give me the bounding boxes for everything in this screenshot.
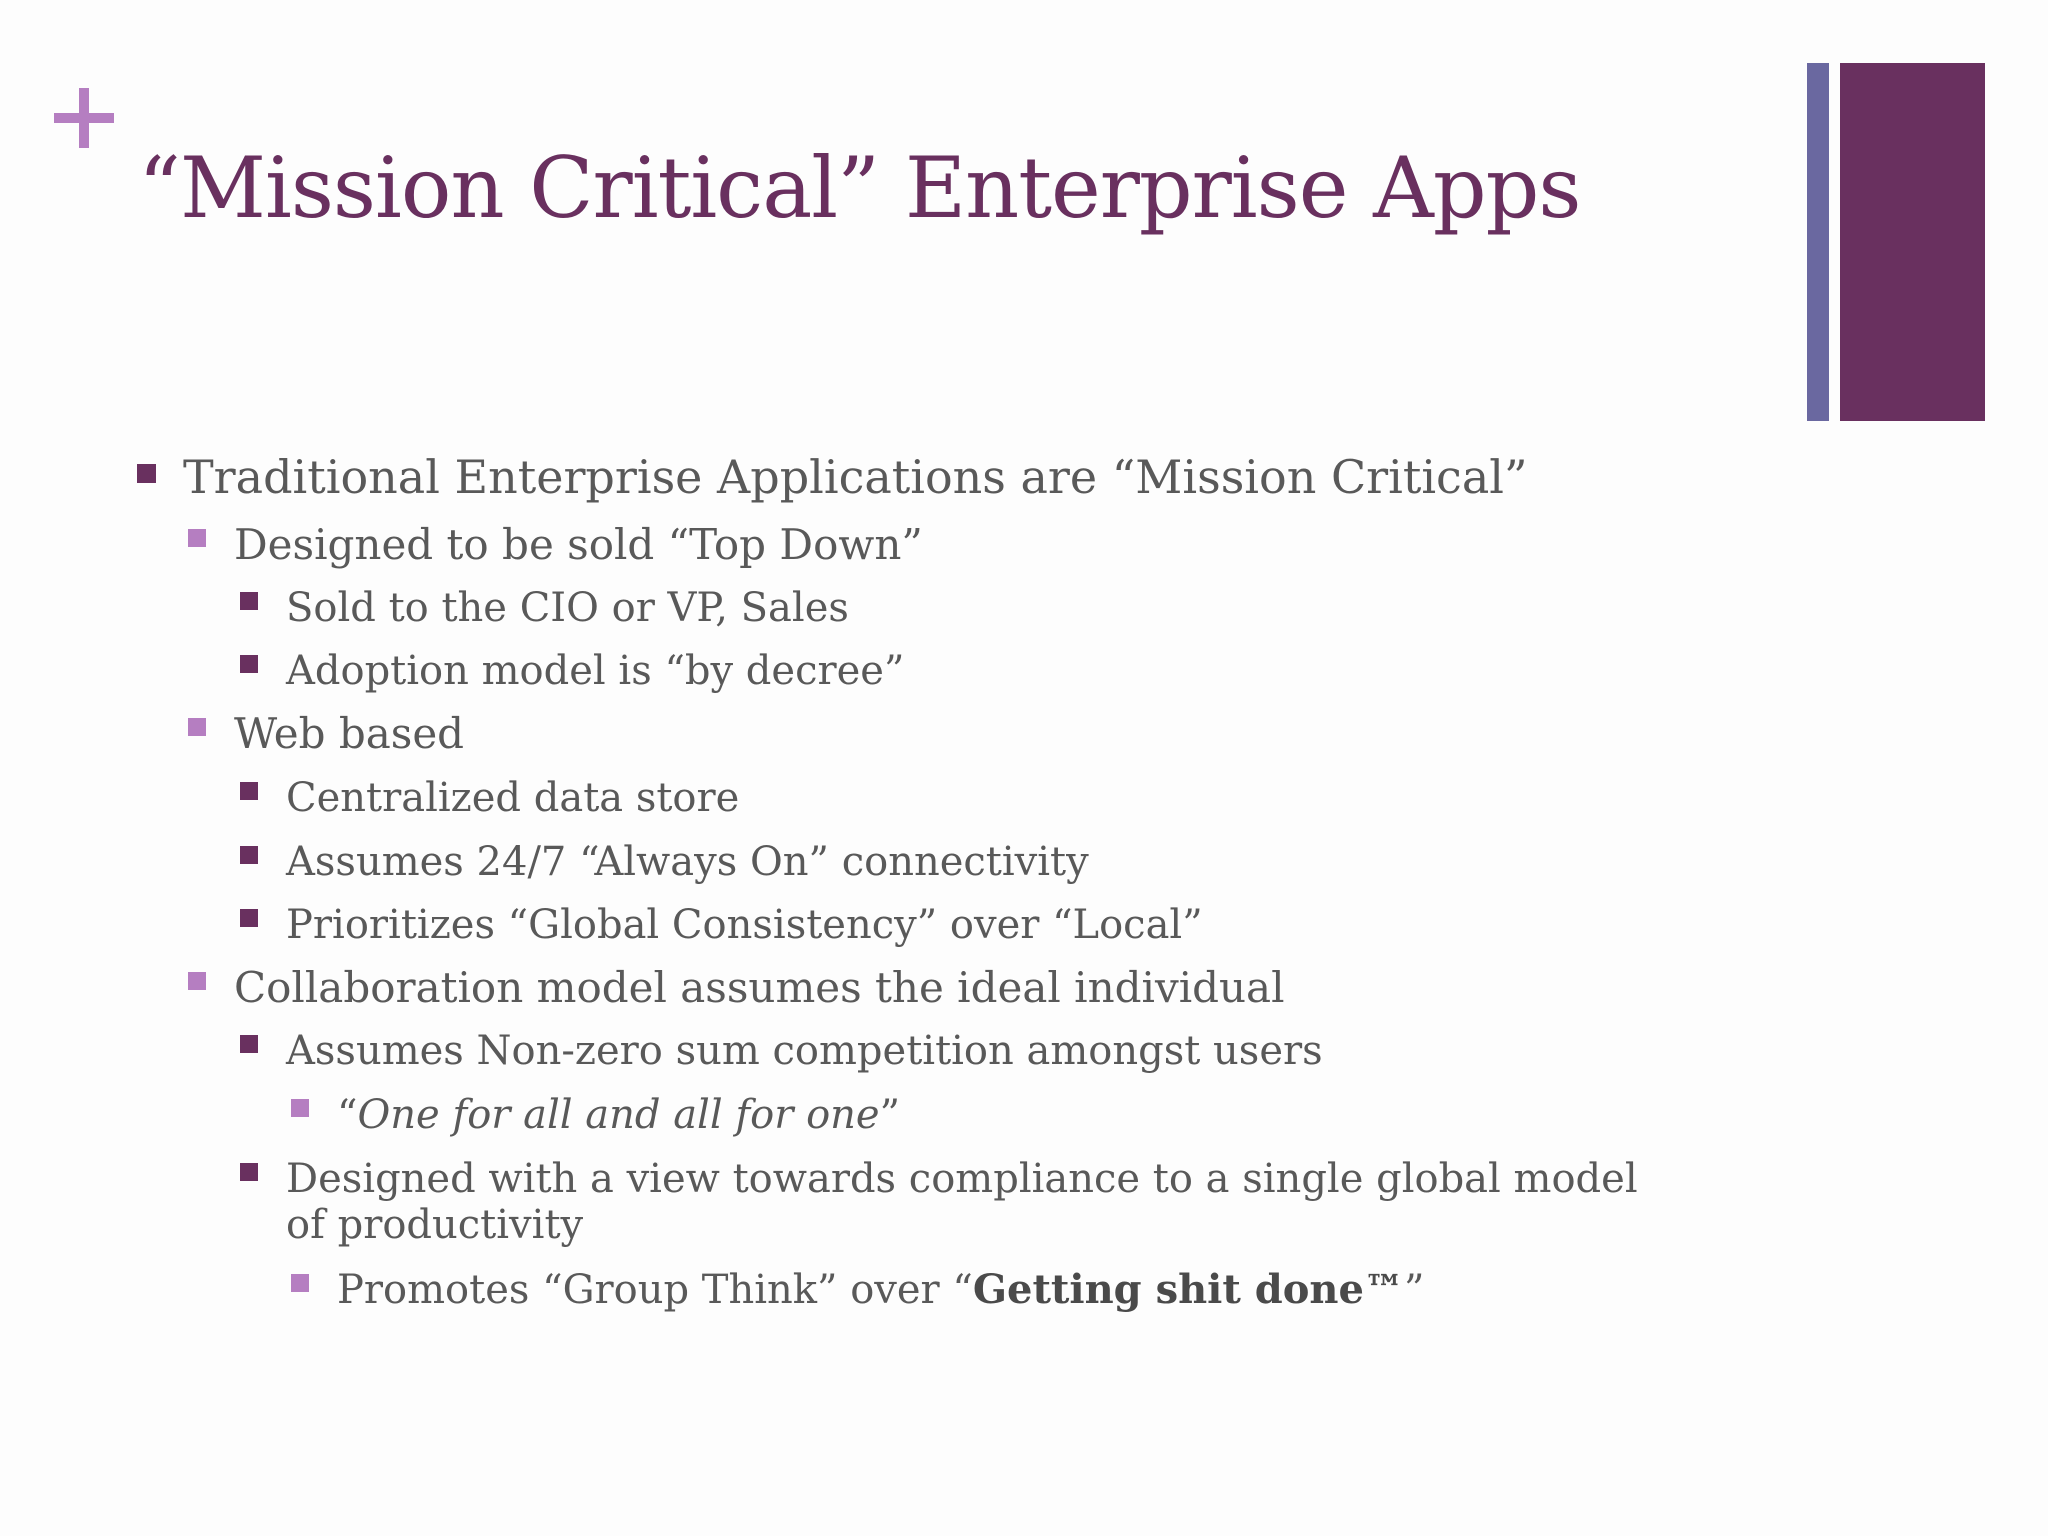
bullet-text: Prioritizes “Global Consistency” over “Local”: [286, 902, 1203, 948]
bullet-text: [337, 1084, 900, 1146]
accent-bar-thin: [1807, 63, 1829, 421]
bullet-text-continued: of productivity: [286, 1202, 584, 1248]
bullet-square-light: [291, 1099, 309, 1117]
bullet-text: Centralized data store: [286, 775, 740, 821]
bullet-text-bold: Getting shit done™: [972, 1266, 1404, 1313]
bullet-square-dark: [240, 1163, 258, 1181]
slide-title: “Mission Critical” Enterprise Apps: [138, 139, 1581, 237]
bullet-text: Sold to the CIO or VP, Sales: [286, 585, 849, 631]
bullet-text: Traditional Enterprise Applications are “Mission Critical”: [183, 450, 1528, 504]
bullet-square-dark: [240, 592, 258, 610]
bullet-text: Web based: [234, 709, 465, 758]
bullet-text-italic: One for all and all for one: [357, 1092, 880, 1138]
bullet-square-dark: [240, 782, 258, 800]
plus-icon-vertical: [79, 88, 89, 148]
bullet-square-dark: [137, 464, 156, 483]
bullet-text: Adoption model is “by decree”: [286, 648, 905, 694]
bullet-text-prefix: Promotes “Group Think” over “: [337, 1267, 973, 1313]
bullet-text-suffix: ”: [1403, 1267, 1425, 1313]
bullet-square-dark: [240, 1035, 258, 1053]
plus-icon: [54, 88, 114, 148]
bullet-text: Assumes 24/7 “Always On” connectivity: [286, 839, 1089, 885]
bullet-square-light: [291, 1274, 309, 1292]
bullet-square-dark: [240, 846, 258, 864]
accent-bar-thick: [1840, 63, 1985, 421]
bullet-square-light: [188, 529, 206, 547]
bullet-text: [337, 1259, 1424, 1321]
bullet-square-light: [188, 972, 206, 990]
bullet-square-light: [188, 718, 206, 736]
bullet-text: Assumes Non-zero sum competition amongst users: [286, 1028, 1323, 1074]
bullet-text-prefix: “: [337, 1092, 358, 1138]
bullet-text-suffix: ”: [879, 1092, 901, 1138]
bullet-text: Collaboration model assumes the ideal individual: [234, 963, 1285, 1012]
bullet-text: Designed to be sold “Top Down”: [234, 520, 923, 569]
bullet-square-dark: [240, 909, 258, 927]
bullet-text: Designed with a view towards compliance to a single global model: [286, 1156, 1638, 1202]
bullet-square-dark: [240, 655, 258, 673]
